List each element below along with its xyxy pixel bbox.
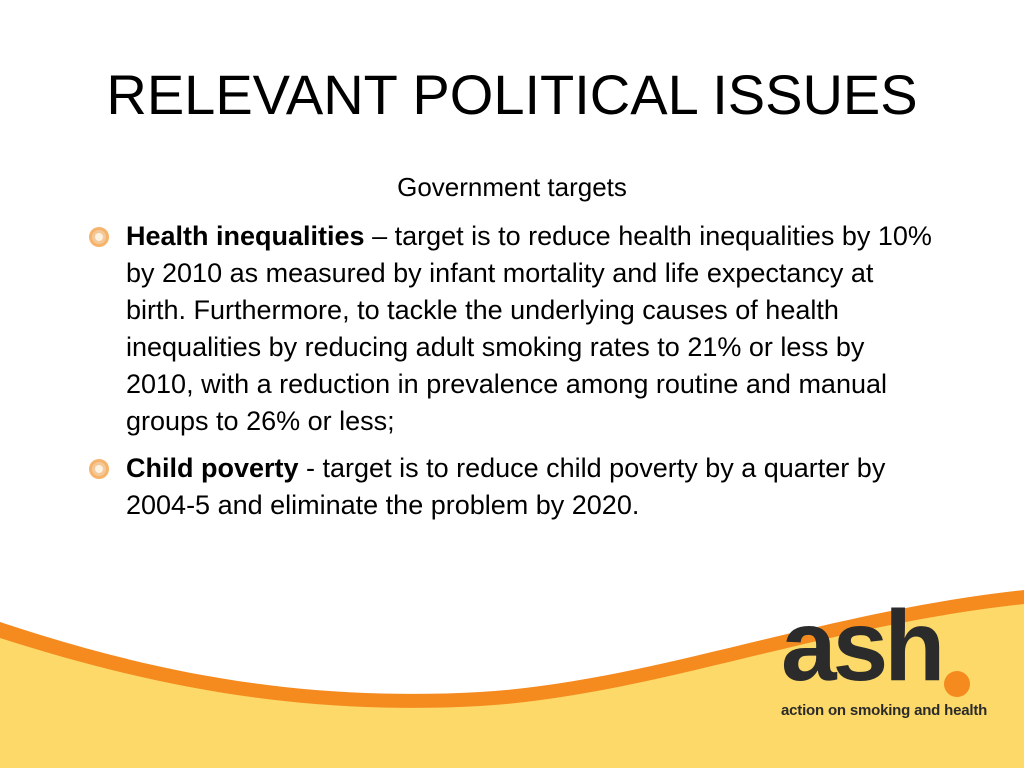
slide-subtitle: Government targets (397, 172, 627, 202)
bullet-list (86, 218, 936, 534)
bullet-text: – target is to reduce health inequalities by 10% by 2010 as measured by infant mortality and life expectancy at birth. Furthermore, to tackle the underlying causes of health inequalities by reducing adult smoking rates to 21% or less by 2010, with a reduction in prevalence among routine and manual groups to 26% or less; (126, 221, 932, 436)
slide-title: RELEVANT POLITICAL ISSUES (106, 63, 918, 126)
bullet-heading: Child poverty (126, 453, 299, 483)
bullet-item (86, 218, 936, 440)
bullet-icon (88, 458, 110, 480)
ash-logo-wordmark: ash (781, 590, 942, 702)
ash-logo-tagline: action on smoking and health (781, 702, 988, 719)
ash-logo-dot (944, 671, 970, 697)
bullet-item (86, 450, 936, 524)
bullet-icon (88, 226, 110, 248)
bullet-heading: Health inequalities (126, 221, 365, 251)
bullet-text: - target is to reduce child poverty by a quarter by 2004-5 and eliminate the problem by 2020. (126, 453, 886, 520)
